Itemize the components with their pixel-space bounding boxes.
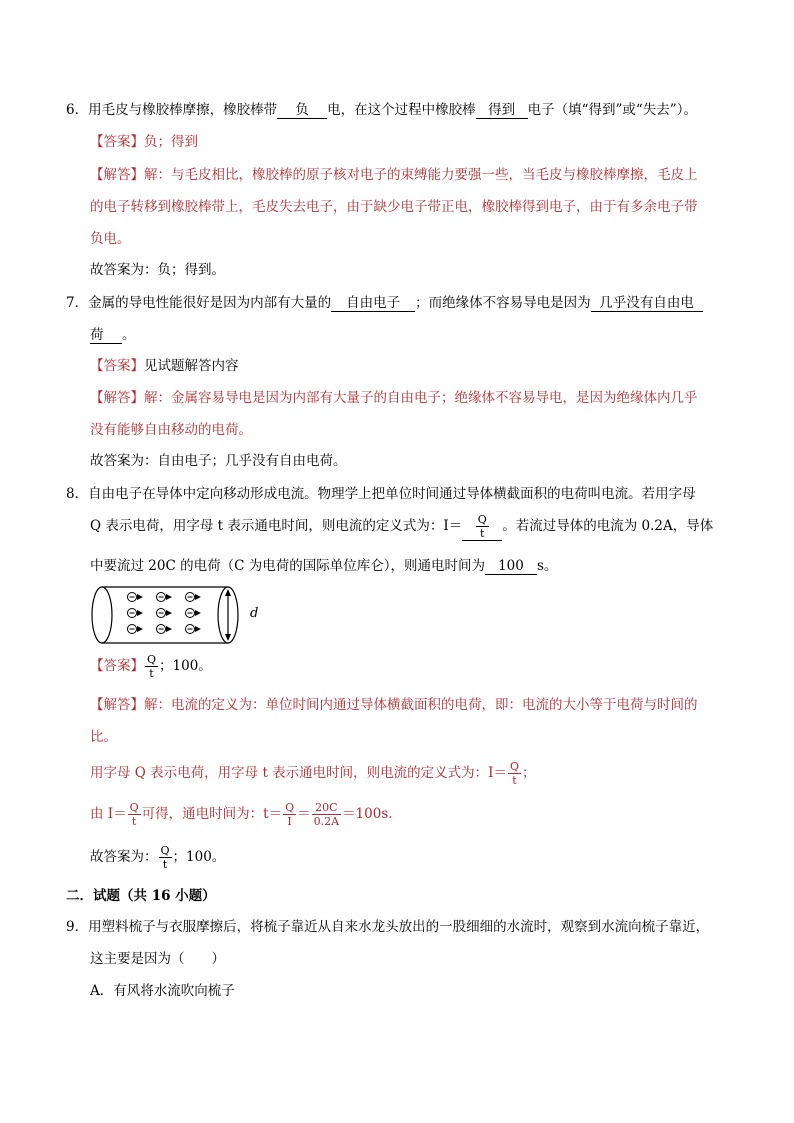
question-number: 7．: [66, 295, 89, 311]
diameter-arrowhead-down: [225, 634, 231, 641]
analysis-line: [90, 797, 393, 831]
analysis-text: 可得，通电时间为：t＝: [141, 806, 283, 822]
fraction-q-over-t: $\frac{Q}{t}$: [510, 760, 520, 787]
question-number: 6．: [66, 102, 89, 118]
question-text: Q 表示电荷，用字母 t 表示通电时间，则电流的定义式为：I＝: [90, 518, 463, 534]
question-text: 用塑料梳子与衣服摩擦后，将梳子靠近从自来水龙头放出的一股细细的水流时，观察到水流向梳子靠近，: [88, 919, 710, 935]
answer-blank: 自由电子: [331, 295, 415, 312]
fraction-q-over-t: $\frac{Q}{t}$: [160, 844, 170, 871]
conductor-diagram: [88, 584, 268, 646]
answer-label: 【答案】: [90, 358, 144, 374]
diameter-label: d: [250, 606, 259, 621]
question-number: 9．: [66, 919, 89, 935]
fraction-q-over-t: $\frac{Q}{t}$: [129, 801, 139, 828]
analysis-text: 解：金属容易导电是因为内部有大量子的自由电子；绝缘体不容易导电，是因为绝缘体内几乎: [144, 390, 698, 406]
analysis-text: 用字母 Q 表示电荷，用字母 t 表示通电时间，则电流的定义式为：I＝: [90, 765, 507, 781]
equals-sign: ＝: [297, 806, 311, 822]
answer-label: 【答案】: [90, 134, 144, 150]
analysis-label: 【解答】: [90, 697, 144, 713]
question-9-line2: 这主要是因为（ ）: [90, 951, 225, 967]
analysis-line: 负电。: [90, 231, 131, 247]
question-8: [66, 485, 696, 503]
analysis-line: 没有能够自由移动的电荷。: [90, 422, 252, 438]
fraction-q-over-i: $\frac{Q}{I}$: [285, 801, 295, 828]
question-text: 电，在这个过程中橡胶棒: [327, 102, 476, 118]
answer-row: [90, 133, 198, 151]
final-answer: 故答案为：负；得到。: [90, 262, 225, 278]
question-text: 电子（填“得到”或“失去”）。: [527, 102, 697, 118]
question-text: 中要流过 20C 的电荷（C 为电荷的国际单位库仑），则通电时间为: [90, 558, 485, 574]
answer-blank: 100: [485, 558, 537, 575]
question-7: [66, 294, 703, 312]
analysis-line: [90, 166, 698, 184]
question-text: 自由电子在导体中定向移动形成电流。物理学上把单位时间通过导体横截面积的电荷叫电流。若用字母: [88, 486, 696, 502]
answer-row: [90, 650, 212, 682]
final-text: 故答案为：: [90, 849, 158, 865]
analysis-text: ；: [522, 765, 536, 781]
answer-text: ；100。: [159, 658, 212, 674]
fraction-q-over-t: $\frac{Q}{t}$: [477, 513, 487, 540]
fraction-q-over-t: $\frac{Q}{t}$: [147, 653, 157, 680]
electron-row-3: [128, 625, 202, 634]
analysis-line: 的电子转移到橡胶棒带上，毛皮失去电子，由于缺少电子带正电，橡胶棒得到电子，由于有多余电子带: [90, 199, 698, 215]
electron-row-2: [128, 609, 202, 618]
analysis-line: [90, 696, 698, 714]
fraction-20c-over-0-2a: $\frac{20C}{0.2A}$: [313, 801, 340, 828]
analysis-line: [90, 757, 536, 789]
answer-blank: 荷: [90, 327, 122, 344]
question-9: [66, 918, 709, 936]
question-8-line3: [90, 557, 557, 575]
diameter-arrowhead-up: [225, 589, 231, 596]
section-title: 二．试题（共 16 小题）: [66, 888, 216, 904]
analysis-text: ＝100s.: [342, 806, 393, 822]
final-answer: 故答案为：自由电子；几乎没有自由电荷。: [90, 453, 347, 469]
answer-blank: [462, 513, 502, 541]
analysis-label: 【解答】: [90, 167, 144, 183]
question-7-cont: [90, 326, 136, 344]
question-text: 金属的导电性能很好是因为内部有大量的: [88, 295, 332, 311]
answer-text: 见试题解答内容: [144, 358, 239, 374]
answer-text: 负；得到: [144, 134, 198, 150]
question-text: 用毛皮与橡胶棒摩擦，橡胶棒带: [88, 102, 278, 118]
question-text: ；而绝缘体不容易导电是因为: [415, 295, 591, 311]
answer-blank: 得到: [476, 102, 528, 119]
answer-blank: 负: [277, 102, 327, 119]
analysis-text: 由 I＝: [90, 806, 127, 822]
question-text: 。: [122, 327, 136, 343]
answer-row: [90, 357, 239, 375]
answer-blank: 几乎没有自由电: [591, 295, 703, 312]
question-text: 。若流过导体的电流为 0.2A，导体: [502, 518, 714, 534]
question-6: [66, 101, 697, 119]
cylinder-left-end: [92, 587, 112, 643]
final-text: ；100。: [172, 849, 226, 865]
option-a[interactable]: A．有风将水流吹向梳子: [90, 983, 235, 999]
answer-label: 【答案】: [90, 658, 144, 674]
question-8-line2: [90, 512, 713, 541]
analysis-line: [90, 389, 698, 407]
analysis-text: 解：与毛皮相比，橡胶棒的原子核对电子的束缚能力要强一些，当毛皮与橡胶棒摩擦，毛皮上: [144, 167, 698, 183]
final-answer: [90, 841, 225, 873]
analysis-label: 【解答】: [90, 390, 144, 406]
analysis-text: 解：电流的定义为：单位时间内通过导体横截面积的电荷，即：电流的大小等于电荷与时间的: [144, 697, 698, 713]
analysis-line: 比。: [90, 729, 117, 745]
question-number: 8．: [66, 486, 89, 502]
electron-row-1: [128, 593, 202, 602]
question-text: s。: [536, 558, 558, 574]
